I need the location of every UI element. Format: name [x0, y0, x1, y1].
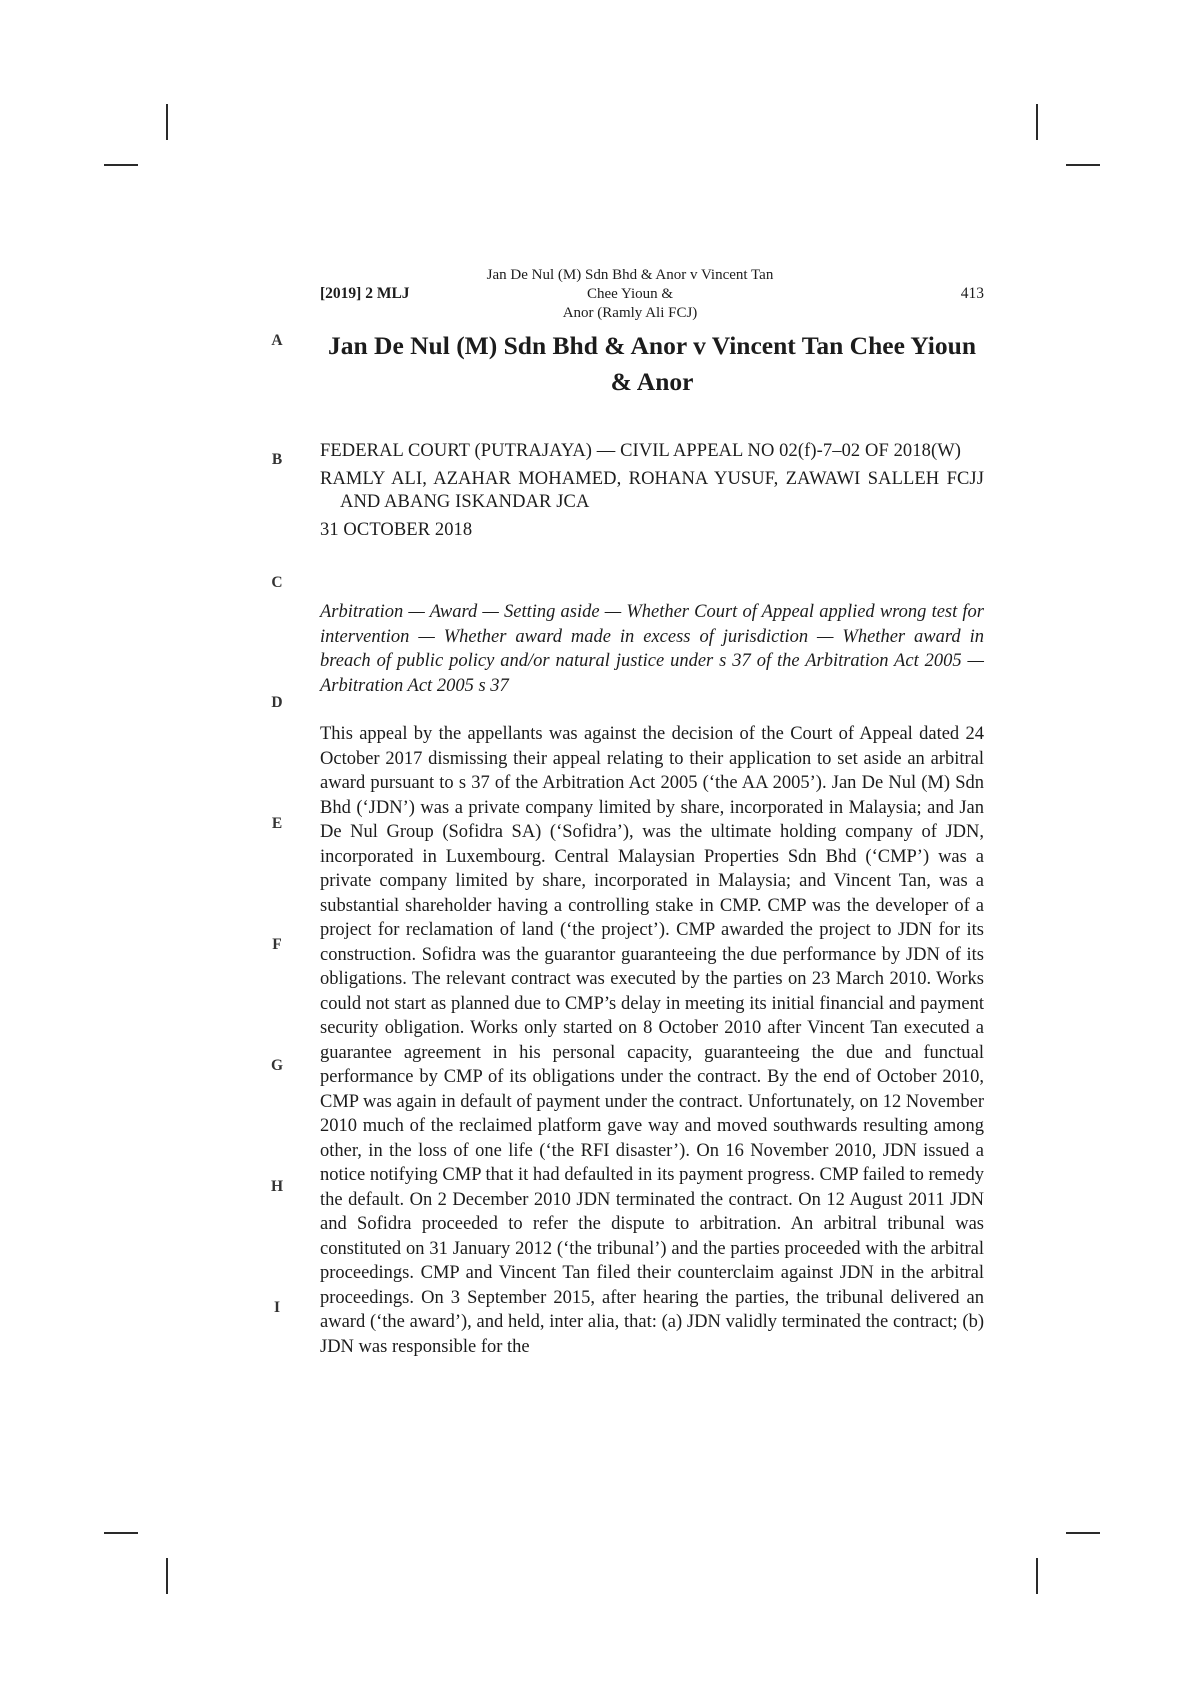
margin-letter-i: I — [273, 1299, 281, 1316]
court-and-appeal-number: FEDERAL COURT (PUTRAJAYA) — CIVIL APPEAL NO 02(f)-7–02 OF 2018(W) — [320, 441, 962, 461]
margin-letter-c: C — [271, 574, 283, 591]
headnote-paragraph: This appeal by the appellants was against the decision of the Court of Appeal dated 24 October 2017 dismissing their appeal relating to their application to set aside an arbitral award pursuant to s 37 of the Arbitration Act 2005 (‘the AA 2005’). Jan De Nul (M) Sdn Bhd (‘JDN’) was a private company limited by share, incorporated in Malaysia; and Jan De Nul Group (Sofidra SA) (‘Sofidra’), was the ultimate holding company of JDN, incorporated in Luxembourg. Central Malaysian Properties Sdn Bhd (‘CMP’) was a private company limited by share, incorporated in Malaysia; and Vincent Tan, was a substantial shareholder having a controlling stake in CMP. CMP was the developer of a project for reclamation of land (‘the project’). CMP awarded the project to JDN for its construction. Sofidra was the guarantor guaranteeing the due performance by JDN of its obligations. The relevant contract was executed by the parties on 23 March 2010. Works could not start as planned due to CMP’s delay in meeting its initial financial and payment security obligation. Works only started on 8 October 2010 after Vincent Tan executed a guarantee agreement in his personal capacity, guaranteeing the due and functual performance by CMP of its obligations under the contract. By the end of October 2010, CMP was again in default of payment under the contract. Unfortunately, on 12 November 2010 much of the reclaimed platform gave way and moved southwards resulting among other, in the loss of one life (‘the RFI disaster’). On 16 November 2010, JDN issued a notice notifying CMP that it had defaulted in its payment progress. CMP failed to remedy the default. On 2 December 2010 JDN terminated the contract. On 12 August 2011 JDN and Sofidra proceeded to refer the dispute to arbitration. An arbitral tribunal was constituted on 31 January 2012 (‘the tribunal’) and the parties proceeded with the arbitral proceedings. CMP and Vincent Tan filed their counterclaim against JDN in the arbitral proceedings. On 3 September 2015, after hearing the parties, the tribunal delivered an award (‘the award’), and held, inter alia, that: (a) JDN validly terminated the contract; (b) JDN was responsible for the — [320, 724, 984, 1357]
margin-letter-a: A — [271, 332, 283, 349]
judges-list: RAMLY ALI, AZAHAR MOHAMED, ROHANA YUSUF, ZAWAWI SALLEH FCJJ AND ABANG ISKANDAR JCA — [320, 468, 984, 512]
crop-mark-bottom-left-horizontal — [104, 1532, 138, 1534]
crop-mark-top-left-horizontal — [104, 164, 138, 166]
running-head-case-name — [480, 266, 780, 323]
margin-letter-d: D — [271, 694, 283, 711]
crop-mark-top-left-vertical — [166, 104, 168, 140]
margin-letter-b: B — [271, 451, 283, 468]
running-head-line-1: Jan De Nul (M) Sdn Bhd & Anor v Vincent Tan Chee Yioun & — [486, 267, 774, 302]
crop-mark-bottom-right-vertical — [1036, 1558, 1038, 1594]
running-head — [320, 266, 984, 321]
crop-mark-bottom-right-horizontal — [1066, 1532, 1100, 1534]
case-title: Jan De Nul (M) Sdn Bhd & Anor v Vincent Tan Chee Yioun & Anor — [327, 331, 977, 396]
crop-mark-top-right-horizontal — [1066, 164, 1100, 166]
judgment-date: 31 OCTOBER 2018 — [320, 519, 473, 540]
margin-letter-h: H — [270, 1178, 284, 1195]
running-head-line-2: Anor (Ramly Ali FCJ) — [562, 305, 698, 321]
margin-letter-g: G — [270, 1057, 284, 1074]
page-number: 413 — [960, 285, 984, 302]
catchwords: Arbitration — Award — Setting aside — Whether Court of Appeal applied wrong test for intervention — Whether award made in excess of jurisdiction — Whether award in breach of public policy and/or natural justice under s 37 of the Arbitration Act 2005 — Arbitration Act 2005 s 37 — [320, 602, 984, 696]
margin-letter-f: F — [272, 936, 282, 953]
court-details — [320, 440, 984, 542]
crop-mark-top-right-vertical — [1036, 104, 1038, 140]
report-citation: [2019] 2 MLJ — [320, 285, 410, 302]
margin-letter-e: E — [271, 815, 283, 832]
crop-mark-bottom-left-vertical — [166, 1558, 168, 1594]
